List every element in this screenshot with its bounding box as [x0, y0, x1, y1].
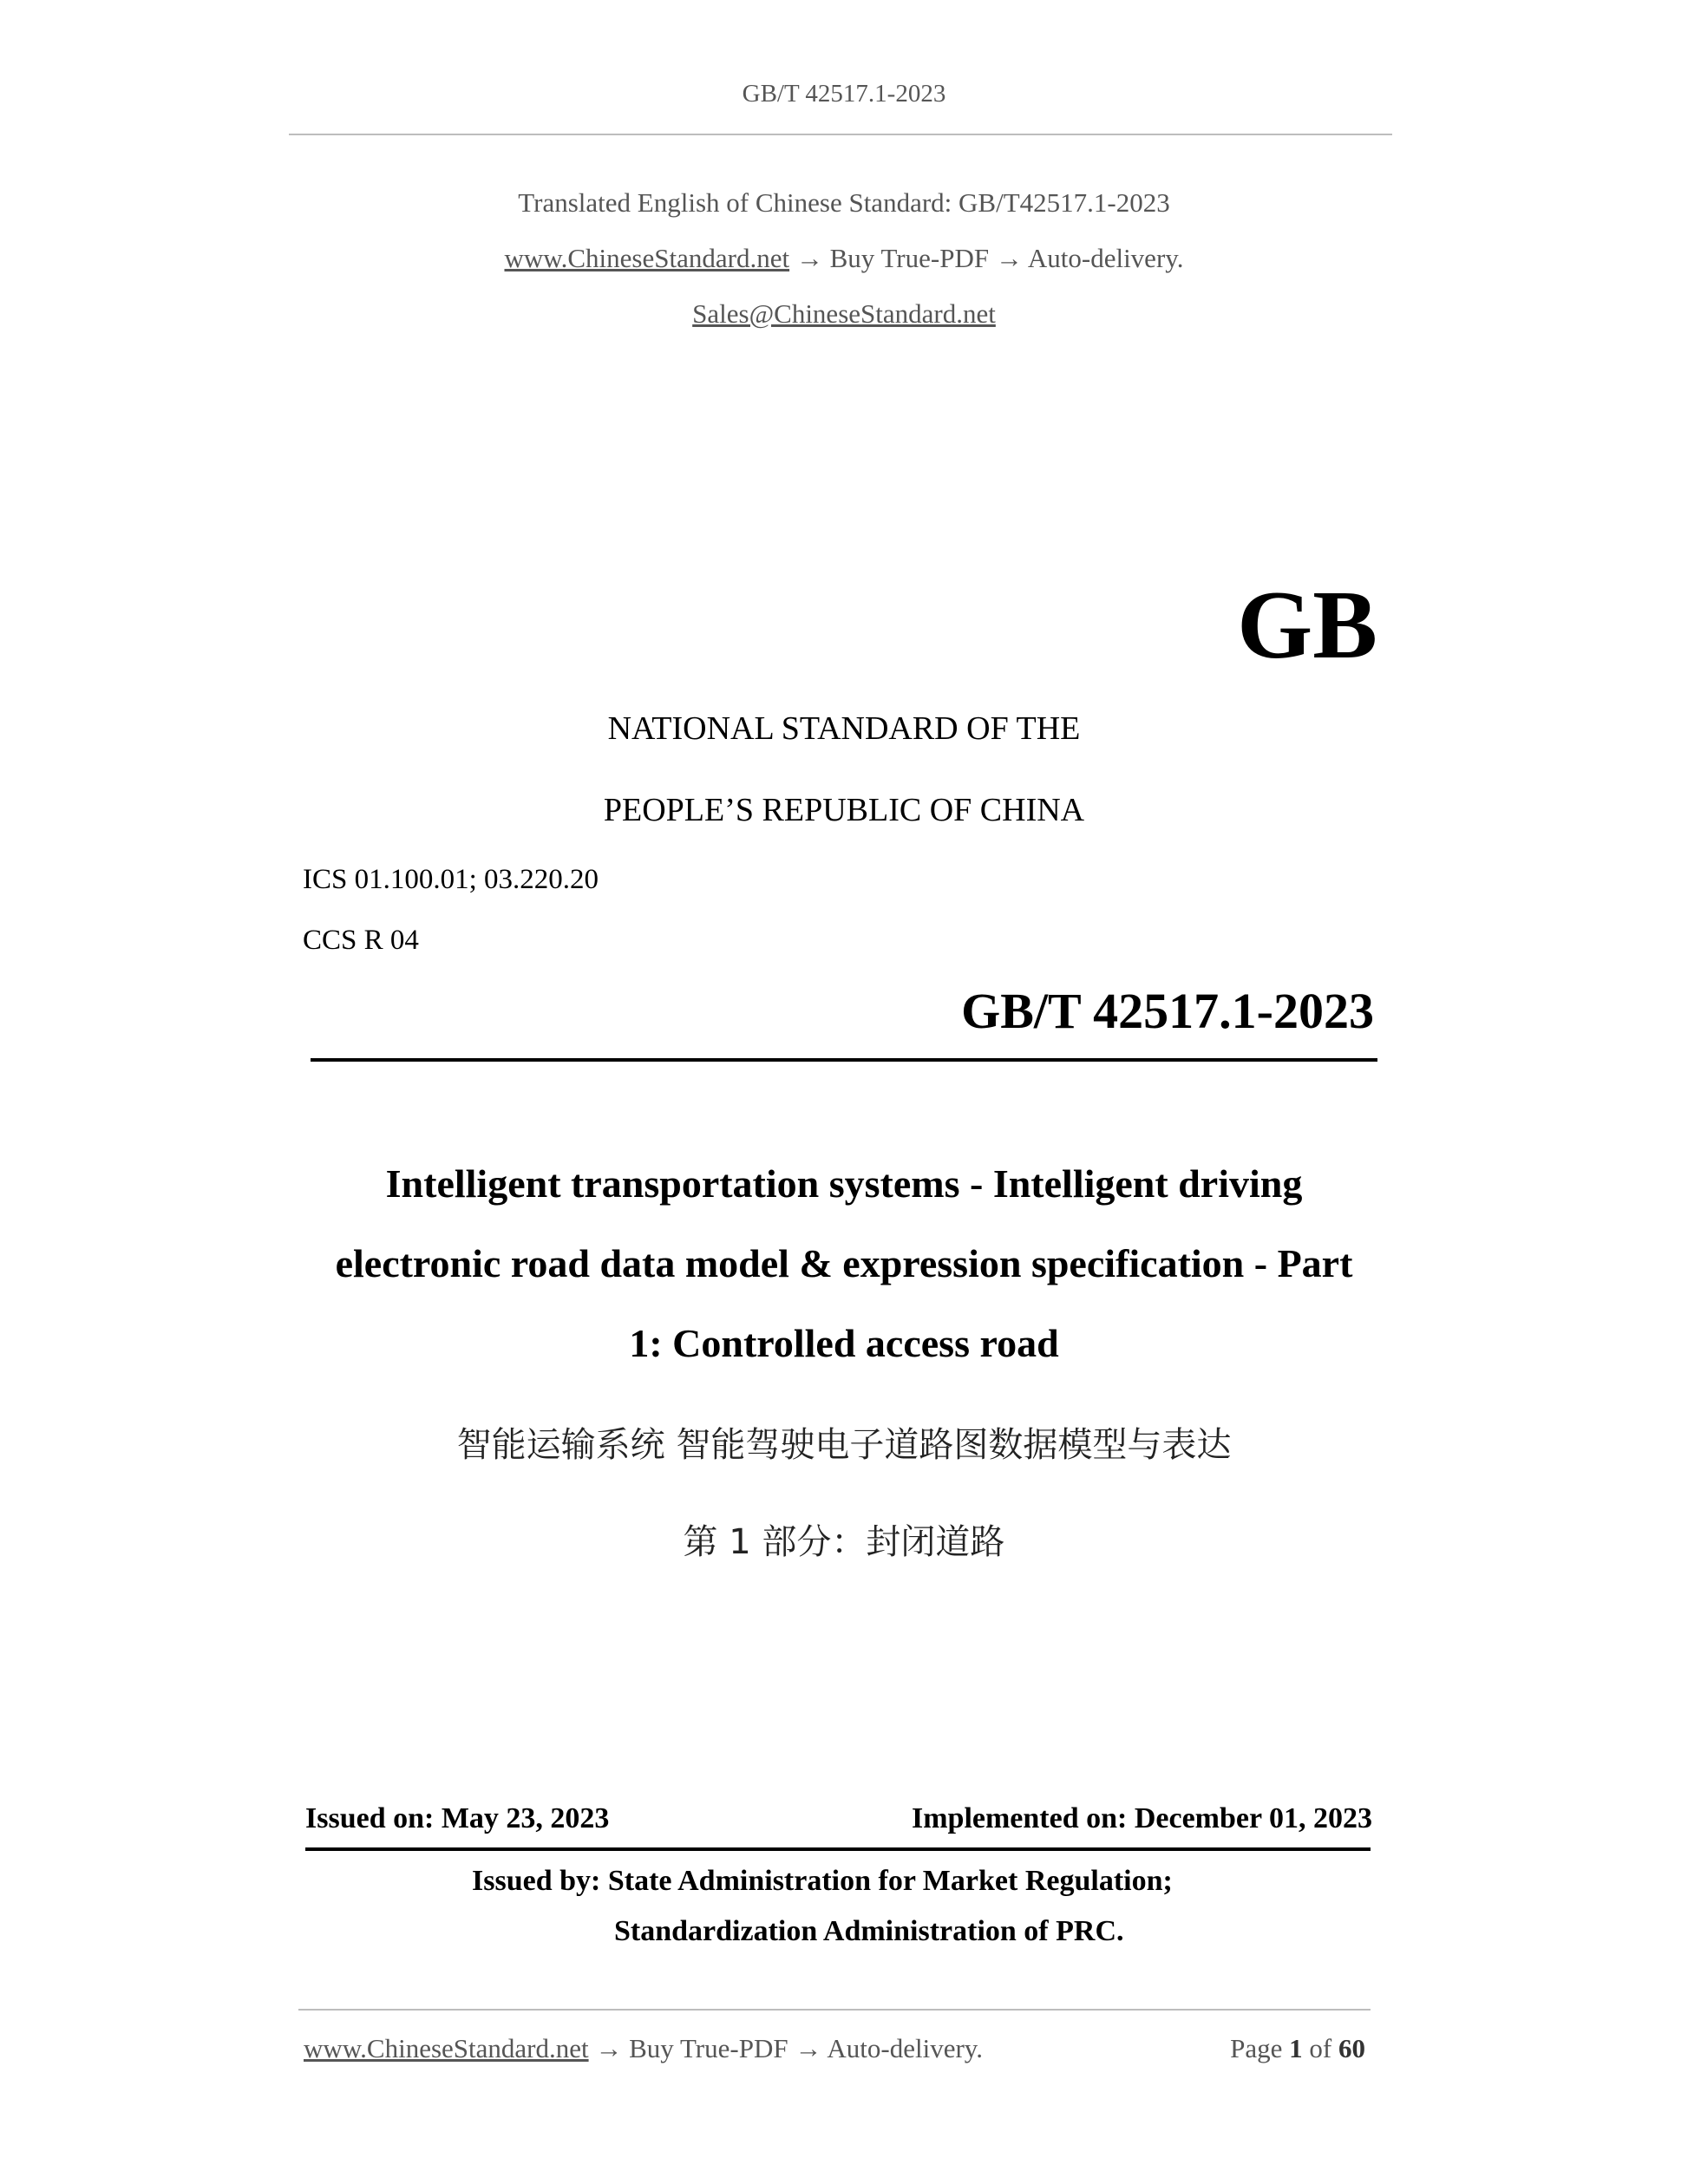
national-standard-line2: PEOPLE’S REPUBLIC OF CHINA — [603, 792, 1085, 828]
title-en-line1: Intelligent transportation systems - Intelligent driving — [385, 1161, 1303, 1206]
issued-by-line2: Standardization Administration of PRC. — [614, 1915, 1124, 1947]
header-divider — [289, 134, 1392, 135]
arrow-icon: → — [795, 2033, 822, 2063]
page-indicator — [1230, 2033, 1365, 2064]
gb-logo: GB — [1237, 572, 1377, 679]
promo-line: Translated English of Chinese Standard: GB/T42517.1-2023 — [518, 187, 1170, 218]
title-cn-line1: 智能运输系统 智能驾驶电子道路图数据模型与表达 — [456, 1425, 1232, 1465]
standard-number: GB/T 42517.1-2023 — [961, 983, 1374, 1039]
email-link[interactable]: Sales@ChineseStandard.net — [692, 298, 996, 329]
footer-site-link[interactable]: www.ChineseStandard.net — [304, 2033, 589, 2063]
site-link[interactable]: www.ChineseStandard.net — [504, 243, 790, 273]
page-label: Page — [1230, 2033, 1283, 2063]
running-header: GB/T 42517.1-2023 — [742, 80, 946, 108]
arrow-icon: → — [795, 243, 823, 273]
title-cn-line2: 第 1 部分：封闭道路 — [683, 1522, 1005, 1562]
ccs-code: CCS R 04 — [303, 925, 419, 956]
page-of: of — [1309, 2033, 1332, 2063]
footer-auto-delivery-text: Auto-delivery. — [827, 2033, 984, 2063]
promo-links — [0, 243, 1688, 274]
title-divider — [311, 1058, 1377, 1062]
page-total: 60 — [1338, 2033, 1365, 2063]
title-en-line2: electronic road data model & expression specification - Part — [335, 1241, 1353, 1285]
ics-code: ICS 01.100.01; 03.220.20 — [303, 864, 599, 895]
national-standard-line1: NATIONAL STANDARD OF THE — [607, 710, 1081, 747]
issued-by-line1: Issued by: State Administration for Market Regulation; — [472, 1865, 1173, 1897]
title-en-line3: 1: Controlled access road — [629, 1321, 1059, 1365]
auto-delivery-text: Auto-delivery. — [1027, 243, 1184, 273]
footer-buy-text: Buy True-PDF — [629, 2033, 788, 2063]
page-current: 1 — [1289, 2033, 1303, 2063]
arrow-icon: → — [595, 2033, 623, 2063]
footer-links — [304, 2033, 983, 2064]
implemented-on: Implemented on: December 01, 2023 — [911, 1802, 1372, 1834]
arrow-icon: → — [995, 243, 1023, 273]
issued-on: Issued on: May 23, 2023 — [305, 1802, 610, 1834]
issue-divider — [305, 1847, 1371, 1851]
footer-divider — [298, 2009, 1371, 2011]
buy-text: Buy True-PDF — [829, 243, 990, 273]
email-row — [0, 298, 1688, 330]
